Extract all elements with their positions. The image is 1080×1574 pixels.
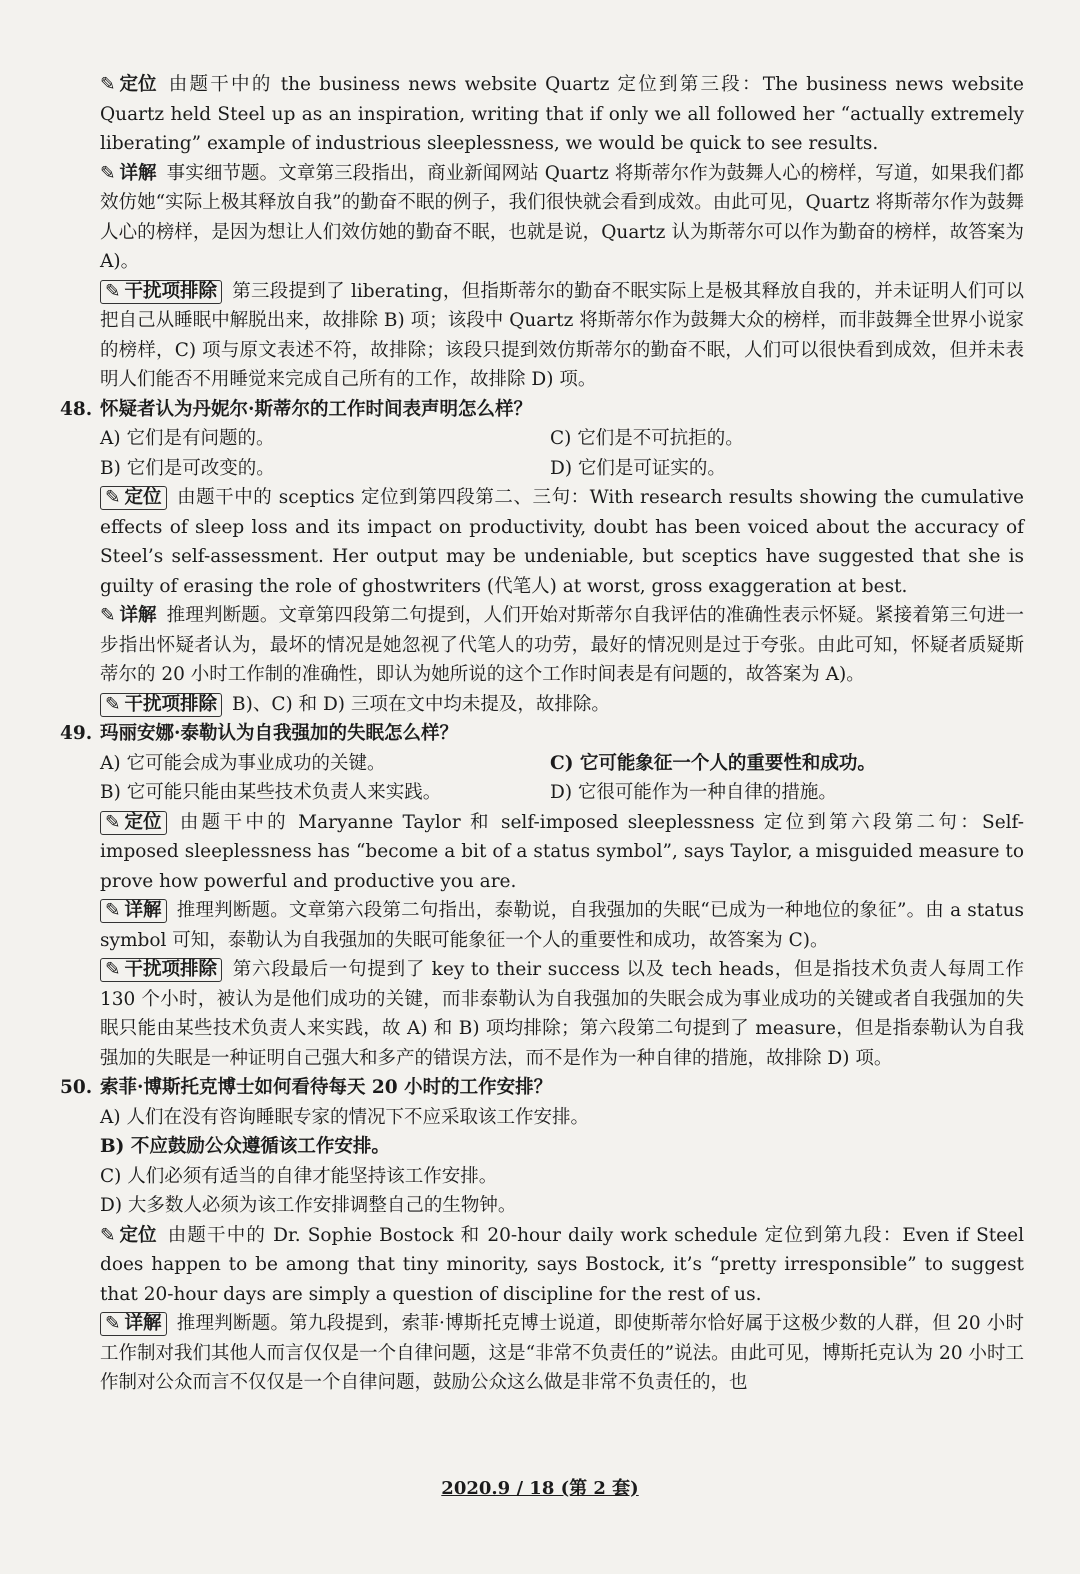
q48-number: 48. — [60, 398, 93, 420]
q49-stem: 49. 玛丽安娜·泰勒认为自我强加的失眠怎么样？ — [60, 719, 1024, 749]
detail-tag: ✎ 详解 — [100, 605, 157, 626]
q49-detail-text: 推理判断题。文章第六段第二句指出，泰勒说，自我强加的失眠“已成为一种地位的象征”。由 a status symbol 可知，泰勒认为自我强加的失眠可能象征一个人的重要性和成功，故答案为 C)。 — [100, 900, 1024, 951]
q50-stem: 50. 索菲·博斯托克博士如何看待每天 20 小时的工作安排？ — [60, 1073, 1024, 1103]
pen-icon: ✎ — [100, 74, 116, 95]
q47-distractor — [100, 277, 1024, 395]
pen-icon: ✎ — [100, 162, 116, 184]
pen-icon: ✎ — [105, 487, 121, 508]
q49-options — [100, 749, 1024, 808]
q48-distractor-text: B)、C) 和 D) 三项在文中均未提及，故排除。 — [232, 693, 610, 715]
q48-stem: 48. 怀疑者认为丹妮尔·斯蒂尔的工作时间表声明怎么样？ — [60, 395, 1024, 425]
q48-option-c: C) 它们是不可抗拒的。 — [550, 428, 744, 449]
pen-icon: ✎ — [105, 1313, 121, 1334]
pen-icon: ✎ — [105, 959, 121, 980]
q50-number: 50. — [60, 1077, 93, 1098]
detail-tag: ✎ 详解 — [100, 899, 167, 923]
q49-option-d: D) 它很可能作为一种自律的措施。 — [550, 782, 837, 803]
distractor-tag: ✎ 干扰项排除 — [100, 280, 222, 304]
locate-tag: ✎ 定位 — [100, 74, 157, 95]
locate-tag: ✎ 定位 — [100, 1224, 157, 1246]
q47-locate-text: 由题干中的 the business news website Quartz 定位到第三段：The business news website Quartz held Steel up as an inspiration, writing that if only we all followed her “actually extremely liberating” example of industrious sleeplessness, we would be quick to see results. — [100, 74, 1024, 154]
q49-distractor-text: 第六段最后一句提到了 key to their success 以及 tech heads，但是指技术负责人每周工作 130 个小时，被认为是他们成功的关键，而非泰勒认为自我强加的失眠会成为事业成功的关键或者自我强加的失眠只能由某些技术负责人来实践，故 A) 和 B) 项均排除；第六段第二句提到了 measure，但是指泰勒认为自我强加的失眠是一种证明自己强大和多产的错误方法，而不是作为一种自律的措施，故排除 D) 项。 — [100, 959, 1024, 1069]
pen-icon: ✎ — [105, 811, 121, 833]
distractor-tag: ✎ 干扰项排除 — [100, 958, 222, 982]
q48-locate — [100, 483, 1024, 601]
q50-option-d: D) 大多数人必须为该工作安排调整自己的生物钟。 — [100, 1195, 517, 1216]
q47-detail-text: 事实细节题。文章第三段指出，商业新闻网站 Quartz 将斯蒂尔作为鼓舞人心的榜样，写道，如果我们都效仿她“实际上极其释放自我”的勤奋不眠的例子，我们很快就会看到成效。由此可见，Quartz 将斯蒂尔作为鼓舞人心的榜样，是因为想让人们效仿她的勤奋不眠，也就是说，Quartz 认为斯蒂尔可以作为勤奋的榜样，故答案为 A)。 — [100, 162, 1024, 272]
q50-locate-text: 由题干中的 Dr. Sophie Bostock 和 20-hour daily work schedule 定位到第九段：Even if Steel does happen to be among that tiny minority, says Bostock, it’s “pretty irresponsible” to suggest that 20-hour days are simply a question of discipline for the rest of us. — [100, 1224, 1024, 1305]
q48-locate-text: 由题干中的 sceptics 定位到第四段第二、三句：With research results showing the cumulative effects of sleep loss and its impact on productivity, doubt has been voiced about the accuracy of Steel’s self-assessment. Her output may be undeniable, but sceptics have suggested that she is guilty of erasing the role of ghostwriters (代笔人) at worst, gross exaggeration at best. — [100, 487, 1024, 597]
q49-locate — [100, 808, 1024, 897]
footer-label: 2020.9 / 18 (第 2 套) — [441, 1478, 639, 1499]
distractor-tag: ✎ 干扰项排除 — [100, 693, 222, 717]
q50-option-a: A) 人们在没有咨询睡眠专家的情况下不应采取该工作安排。 — [100, 1106, 589, 1128]
q48-option-d: D) 它们是可证实的。 — [550, 457, 726, 479]
q48-options — [100, 424, 1024, 483]
detail-tag: ✎ 详解 — [100, 162, 157, 184]
q49-number: 49. — [60, 723, 93, 744]
pen-icon: ✎ — [105, 900, 121, 921]
q48-detail-text: 推理判断题。文章第四段第二句提到，人们开始对斯蒂尔自我评估的准确性表示怀疑。紧接着第三句进一步指出怀疑者认为，最坏的情况是她忽视了代笔人的功劳，最好的情况则是过于夸张。由此可知，怀疑者质疑斯蒂尔的 20 小时工作制的准确性，即认为她所说的这个工作时间表是有问题的，故答案为 A)。 — [100, 605, 1024, 685]
q48-option-a: A) 它们是有问题的。 — [100, 428, 275, 449]
locate-tag: ✎ 定位 — [100, 486, 167, 510]
q49-option-a: A) 它可能会成为事业成功的关键。 — [100, 752, 386, 774]
q49-detail — [100, 896, 1024, 955]
q49-distractor — [100, 955, 1024, 1073]
q47-distractor-text: 第三段提到了 liberating，但指斯蒂尔的勤奋不眠实际上是极其释放自我的，并未证明人们可以把自己从睡眠中解脱出来，故排除 B) 项；该段中 Quartz 将斯蒂尔作为鼓舞大众的榜样，而非鼓舞全世界小说家的榜样，C) 项与原文表述不符，故排除；该段只提到效仿斯蒂尔的勤奋不眠，人们可以很快看到成效，但并未表明人们能否不用睡觉来完成自己所有的工作，故排除 D) 项。 — [100, 280, 1024, 390]
q48-option-b: B) 它们是可改变的。 — [100, 457, 275, 479]
q47-detail — [100, 159, 1024, 277]
q50-detail-text: 推理判断题。第九段提到，索菲·博斯托克博士说道，即使斯蒂尔恰好属于这极少数的人群，但 20 小时工作制对我们其他人而言仅仅是一个自律问题，这是“非常不负责任的”说法。由此可见，博斯托克认为 20 小时工作制对公众而言不仅仅是一个自律问题，鼓励公众这么做是非常不负责任的，也 — [100, 1313, 1024, 1393]
q50-detail — [100, 1309, 1024, 1398]
pen-icon: ✎ — [105, 693, 121, 715]
q49-option-b: B) 它可能只能由某些技术负责人来实践。 — [100, 782, 442, 803]
locate-tag: ✎ 定位 — [100, 811, 167, 835]
pen-icon: ✎ — [100, 1224, 116, 1246]
q50-locate — [100, 1221, 1024, 1310]
q49-locate-text: 由题干中的 Maryanne Taylor 和 self-imposed sleeplessness 定位到第六段第二句：Self-imposed sleeplessness has “become a bit of a status symbol”, says Taylor, a misguided measure to prove how powerful and productive you are. — [100, 811, 1024, 892]
q48-distractor — [100, 690, 1024, 720]
q50-option-c: C) 人们必须有适当的自律才能坚持该工作安排。 — [100, 1165, 498, 1187]
pen-icon: ✎ — [100, 605, 116, 626]
q49-option-c: C) 它可能象征一个人的重要性和成功。 — [550, 752, 876, 774]
detail-tag: ✎ 详解 — [100, 1312, 167, 1336]
q48-detail — [100, 601, 1024, 690]
q47-locate — [100, 70, 1024, 159]
q50-option-b: B) 不应鼓励公众遵循该工作安排。 — [100, 1136, 390, 1157]
page-footer — [0, 1474, 1080, 1500]
pen-icon: ✎ — [105, 280, 121, 302]
